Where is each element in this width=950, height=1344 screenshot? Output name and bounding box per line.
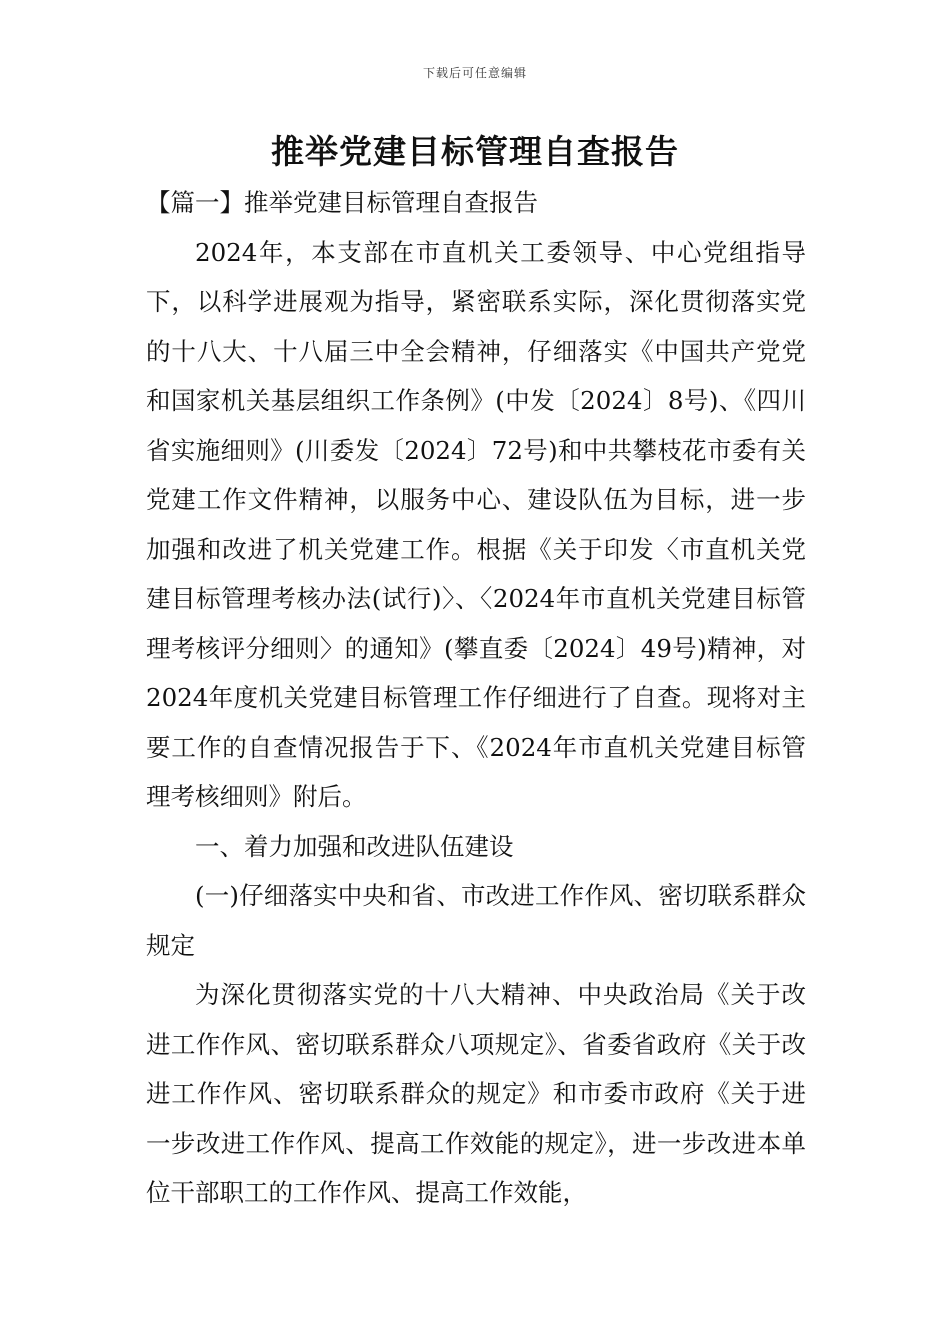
section-label: 【篇一】推举党建目标管理自查报告 — [146, 188, 538, 217]
heading-level-1: 一、着力加强和改进队伍建设 — [195, 831, 514, 861]
document-title: 推举党建目标管理自查报告 — [271, 132, 679, 171]
header-note: 下载后可任意编辑 — [422, 66, 527, 80]
paragraph-body: 为深化贯彻落实党的十八大精神、中央政治局《关于改进工作作风、密切联系群众八项规定》、省委省政府《关于改进工作作风、密切联系群众的规定》和市委市政府《关于进一步改进工作作风、提高工作效能的规定》，进一步改进本单位干部职工的工作作风、提高工作效能， — [146, 980, 806, 1207]
document-body — [146, 178, 806, 1218]
heading-level-2: (一)仔细落实中央和省、市改进工作作风、密切联系群众规定 — [146, 881, 806, 960]
paragraph-intro: 2024年，本支部在市直机关工委领导、中心党组指导下，以科学进展观为指导，紧密联系实际，深化贯彻落实党的十八大、十八届三中全会精神，仔细落实《中国共产党党和国家机关基层组织工作条例》(中发〔2024〕8号)、《四川省实施细则》(川委发〔2024〕72号)和中共攀枝花市委有关党建工作文件精神，以服务中心、建设队伍为目标，进一步加强和改进了机关党建工作。根据《关于印发〈市直机关党建目标管理考核办法(试行)〉、〈2024年市直机关党建目标管理考核评分细则〉的通知》(攀直委〔2024〕49号)精神，对2024年度机关党建目标管理工作仔细进行了自查。现将对主要工作的自查情况报告于下、《2024年市直机关党建目标管理考核细则》附后。 — [146, 237, 806, 811]
